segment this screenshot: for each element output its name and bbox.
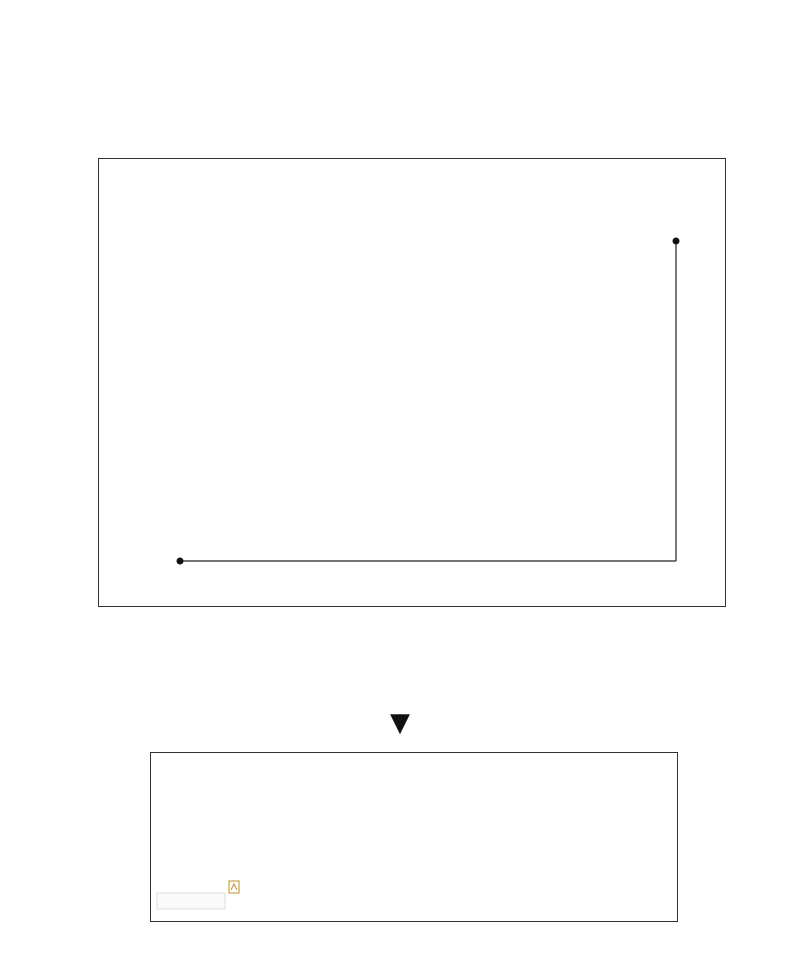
- width-endpoint-dot: [177, 558, 184, 565]
- brand-logo: [229, 881, 239, 893]
- down-triangle-icon: ▼: [390, 708, 410, 738]
- sticker-sheet-art: [151, 753, 678, 922]
- sticker-sheet: [150, 752, 678, 922]
- sheet-swatch-strip: [157, 893, 225, 909]
- height-endpoint-dot: [673, 238, 680, 245]
